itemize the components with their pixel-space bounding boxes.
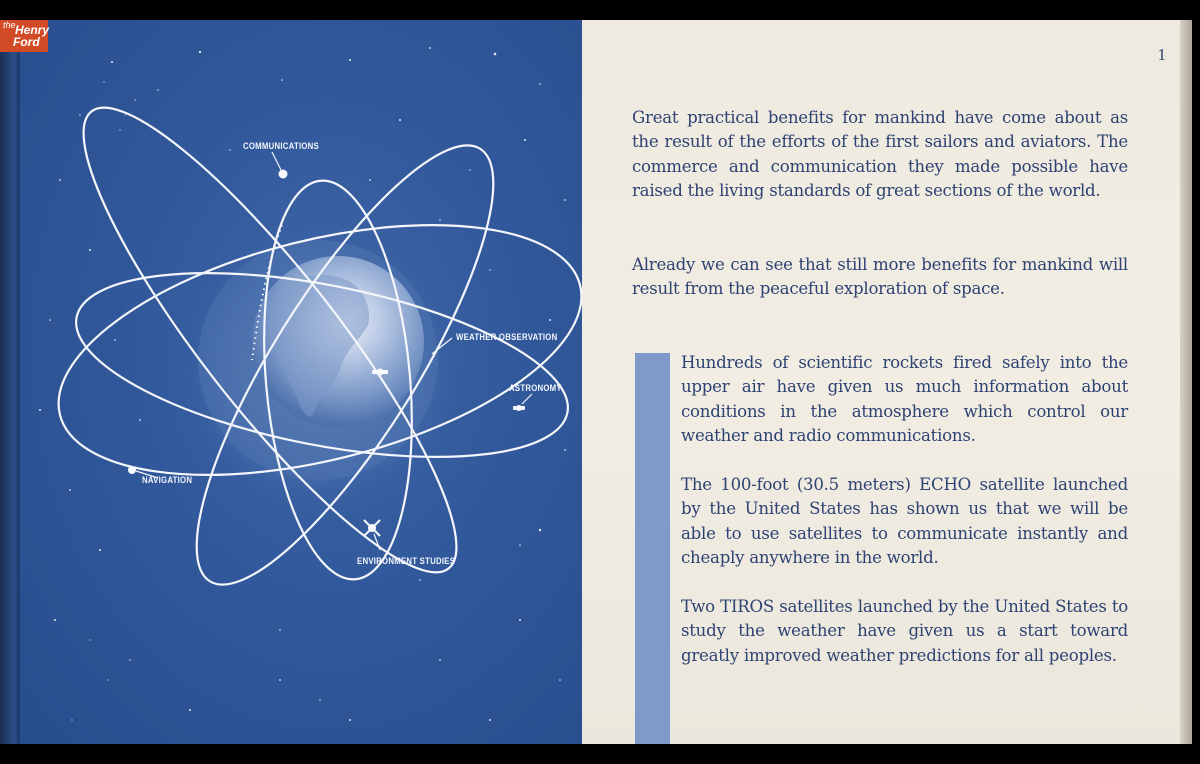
logo-ford: Ford xyxy=(13,35,40,49)
henry-ford-logo xyxy=(0,20,48,52)
illustration-page xyxy=(20,20,582,744)
text-page xyxy=(582,20,1180,744)
paragraph-rockets: Hundreds of scientific rockets fired safely into the upper air have given us much information about conditions in the atmosphere which control our weather and radio communications. xyxy=(681,353,1128,446)
environment-studies-label: ENVIRONMENT STUDIES xyxy=(357,556,456,567)
navigation-label: NAVIGATION xyxy=(142,475,193,486)
orbit-diagram xyxy=(20,20,582,744)
communications-satellite-icon xyxy=(279,170,288,179)
paragraph-tiros: Two TIROS satellites launched by the United States to study the weather have given us a start toward greatly improved weather predictions for all peoples. xyxy=(681,597,1128,665)
sidebar-accent-bar xyxy=(635,353,670,744)
logo-the: the xyxy=(3,20,16,30)
book-spine-edge xyxy=(0,20,20,744)
paragraph-space-benefits: Already we can see that still more benefits for mankind will result from the peaceful exploration of space. xyxy=(632,255,1128,299)
environment-satellite-icon xyxy=(364,520,380,536)
logo-henry: Henry xyxy=(15,23,50,37)
page-number: 1 xyxy=(1157,45,1166,64)
astronomy-label: ASTRONOMY xyxy=(509,383,562,394)
navigation-satellite-icon xyxy=(128,466,136,474)
paragraph-echo: The 100-foot (30.5 meters) ECHO satellite launched by the United States has shown us that we will be able to use satellites to communicate instantly and cheaply anywhere in the world. xyxy=(681,475,1128,568)
communications-label: COMMUNICATIONS xyxy=(243,141,320,152)
page-stack-edge xyxy=(1180,20,1192,744)
paragraph-intro: Great practical benefits for mankind have come about as the result of the efforts of the first sailors and aviators. The commerce and communication they made possible have raised the living standards of great sections of the world. xyxy=(632,108,1128,201)
weather-observation-label: WEATHER OBSERVATION xyxy=(456,332,558,343)
astronomy-satellite-icon xyxy=(513,405,525,411)
